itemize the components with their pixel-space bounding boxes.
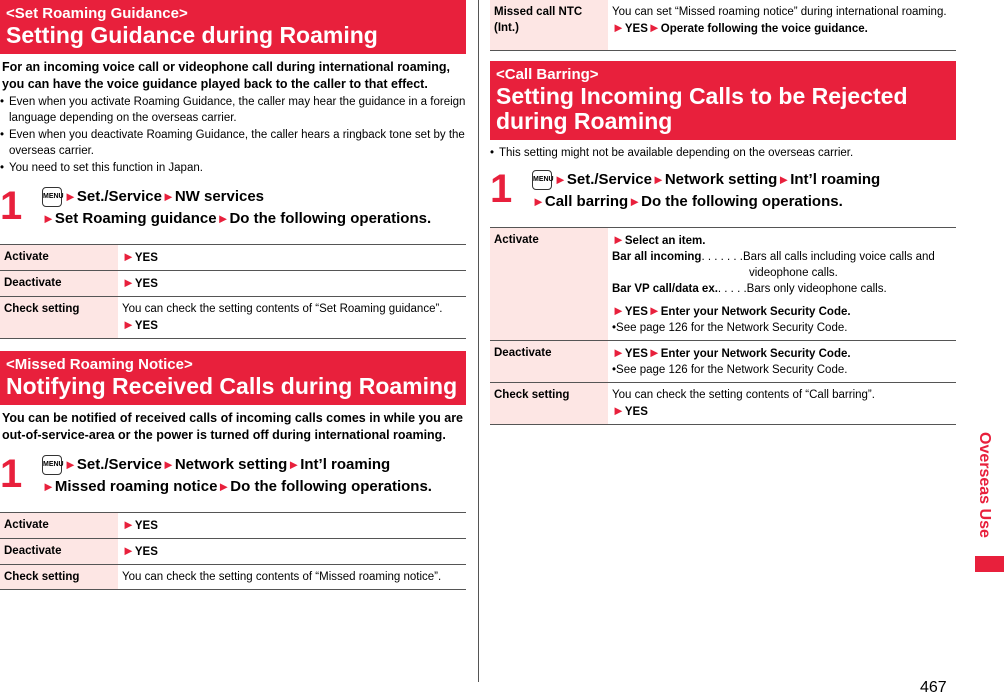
arrow-icon: ►: [42, 479, 55, 494]
row-label: Check setting: [0, 297, 118, 339]
step-number: 1: [0, 184, 23, 228]
table-row: Check setting You can check the setting contents of “Set Roaming guidance”. ►YES: [0, 297, 466, 339]
call-barring-table: [490, 227, 956, 425]
bullet-icon: •: [612, 322, 617, 334]
table-row: Deactivate ►YES►Enter your Network Security Code. •See page 126 for the Network Security Code.: [490, 341, 956, 383]
missed-roaming-banner: [0, 351, 466, 405]
menu-key-icon: MENU: [42, 455, 62, 475]
arrow-icon: ►: [64, 457, 77, 472]
bullet-item: • Even when you deactivate Roaming Guidance, the caller hears a ringback tone set by the overseas carrier.: [0, 129, 465, 157]
bullet-icon: •: [0, 129, 5, 141]
page-number: 467: [920, 679, 947, 696]
option-name: Bar VP call/data ex.: [612, 283, 718, 295]
arrow-icon: ►: [122, 249, 135, 264]
row-label: Check setting: [0, 565, 118, 590]
row-label: Deactivate: [0, 539, 118, 565]
arrow-icon: ►: [554, 172, 567, 187]
step-instruction: 1 MENU►Set./Service►NW services ►Set Roaming guidance►Do the following operations.: [0, 184, 432, 228]
section-title: Notifying Received Calls during Roaming: [6, 373, 458, 399]
section-intro: For an incoming voice call or videophone call during international roaming, you can have the voice guidance played back to the caller to that effect.: [2, 60, 450, 91]
arrow-icon: ►: [122, 517, 135, 532]
row-value: YES: [134, 520, 158, 532]
table-row: [0, 565, 466, 590]
arrow-icon: ►: [42, 211, 55, 226]
arrow-icon: ►: [647, 303, 661, 318]
section-tag: <Missed Roaming Notice>: [6, 356, 193, 373]
arrow-icon: ►: [612, 20, 625, 35]
missed-ntc-table: [490, 0, 956, 51]
left-column: [0, 0, 466, 590]
bullet-icon: •: [490, 147, 495, 159]
row-value: YES: [134, 546, 158, 558]
side-section-label: Overseas Use: [976, 432, 993, 538]
step-number: 1: [490, 167, 513, 211]
arrow-icon: ►: [647, 345, 661, 360]
row-label: Deactivate: [490, 341, 608, 383]
row-label: Activate: [0, 245, 118, 271]
section-title: Setting Guidance during Roaming: [6, 22, 378, 48]
arrow-icon: ►: [612, 403, 625, 418]
bullet-icon: •: [0, 162, 5, 174]
arrow-icon: ►: [122, 275, 135, 290]
option-name: Bar all incoming: [612, 251, 702, 263]
row-value: You can check the setting contents of “Missed roaming notice”.: [118, 565, 466, 590]
table-row: [0, 513, 466, 539]
row-value: YES: [134, 278, 158, 290]
arrow-icon: ►: [287, 457, 301, 472]
side-tab-marker: [975, 556, 1004, 572]
section-tag: <Set Roaming Guidance>: [6, 5, 188, 22]
call-barring-banner: [490, 61, 956, 140]
row-label: Missed call NTC (Int.): [490, 0, 608, 51]
step-number: 1: [0, 452, 23, 496]
row-label: Deactivate: [0, 271, 118, 297]
arrow-icon: ►: [647, 20, 661, 35]
menu-key-icon: MENU: [532, 170, 552, 190]
arrow-icon: ►: [612, 303, 625, 318]
row-value: You can set “Missed roaming notice” during international roaming.: [612, 6, 947, 18]
table-row: Activate ►Select an item. Bar all incoming. . . . . . .Bars all calls including voice calls and videophone calls. Bar VP call/data ex.. . . . .Bars only videophone calls. ►YES►Enter your Network Security Code. •See page 126 for the Network Security Code.: [490, 228, 956, 341]
bullet-item: • You need to set this function in Japan.: [0, 162, 203, 174]
arrow-icon: ►: [777, 172, 791, 187]
menu-key-icon: MENU: [42, 187, 62, 207]
step-instruction: 1 MENU►Set./Service►Network setting►Int’l roaming ►Call barring►Do the following operations.: [490, 167, 881, 211]
section-title: Setting Incoming Calls to be Rejected during Roaming: [496, 83, 908, 134]
row-value: You can check the setting contents of “Set Roaming guidance”.: [122, 303, 443, 315]
right-column: [490, 0, 956, 425]
missed-roaming-table: [0, 512, 466, 590]
table-row: [0, 271, 466, 297]
arrow-icon: ►: [122, 543, 135, 558]
row-label: Activate: [490, 228, 608, 341]
roaming-guidance-banner: [0, 0, 466, 54]
bullet-item: • Even when you activate Roaming Guidance, the caller may hear the guidance in a foreign language depending on the overseas carrier.: [0, 96, 466, 124]
roaming-guidance-table: [0, 244, 466, 339]
arrow-icon: ►: [612, 345, 625, 360]
column-divider: [478, 0, 479, 682]
arrow-icon: ►: [161, 189, 175, 204]
arrow-icon: ►: [612, 232, 625, 247]
bullet-item: • This setting might not be available depending on the overseas carrier.: [490, 147, 854, 159]
arrow-icon: ►: [122, 317, 135, 332]
row-label: Activate: [0, 513, 118, 539]
bullet-icon: •: [0, 96, 5, 108]
section-intro: You can be notified of received calls of incoming calls comes in while you are out-of-service-area or the power is turned off during international roaming.: [2, 411, 464, 442]
bullet-icon: •: [612, 364, 617, 376]
section-tag: <Call Barring>: [496, 66, 599, 83]
arrow-icon: ►: [651, 172, 665, 187]
step-instruction: 1 MENU►Set./Service►Network setting►Int’l roaming ►Missed roaming notice►Do the following operations.: [0, 452, 432, 496]
arrow-icon: ►: [628, 194, 642, 209]
row-value: YES: [134, 252, 158, 264]
row-label: Check setting: [490, 383, 608, 425]
arrow-icon: ►: [161, 457, 175, 472]
table-row: [0, 539, 466, 565]
arrow-icon: ►: [532, 194, 545, 209]
table-row: Missed call NTC (Int.) You can set “Missed roaming notice” during international roaming. ►YES►Operate following the voice guidance.: [490, 0, 956, 51]
arrow-icon: ►: [216, 211, 230, 226]
table-row: [0, 245, 466, 271]
table-row: Check setting You can check the setting contents of “Call barring”. ►YES: [490, 383, 956, 425]
arrow-icon: ►: [64, 189, 77, 204]
arrow-icon: ►: [217, 479, 231, 494]
